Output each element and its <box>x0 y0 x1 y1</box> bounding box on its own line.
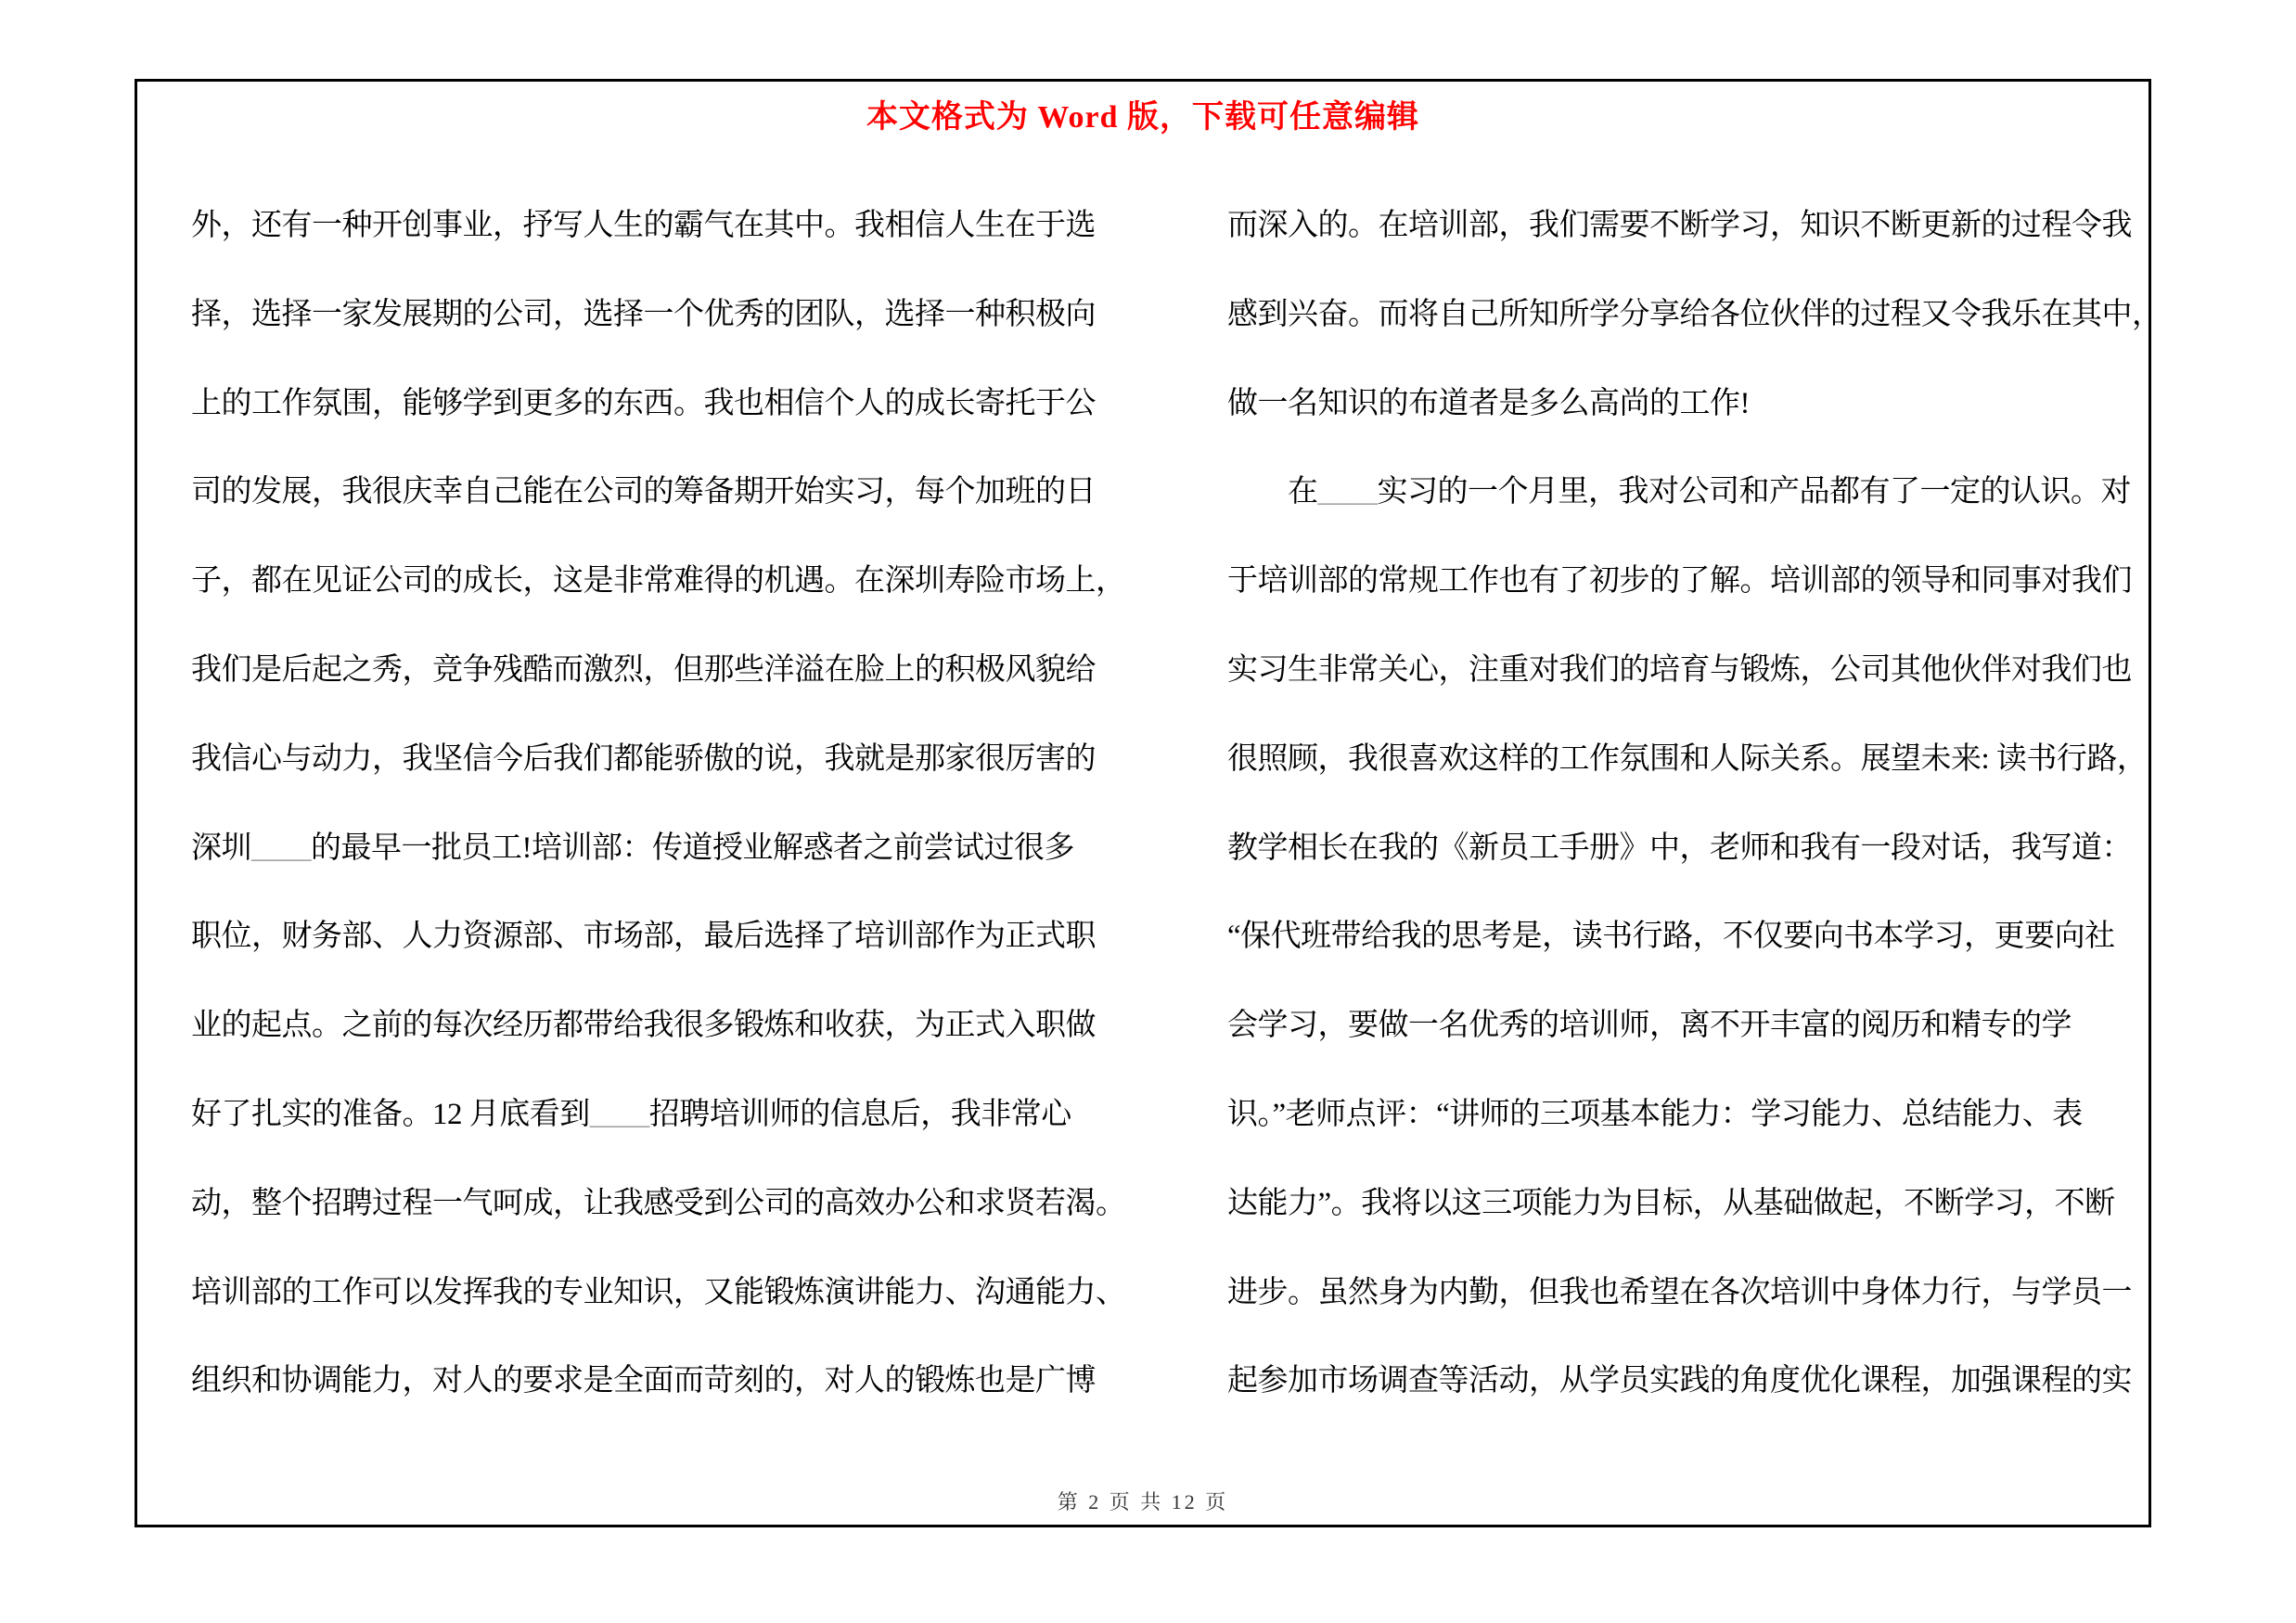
text-line: 在____实习的一个月里，我对公司和产品都有了一定的认识。对 <box>1227 475 2131 509</box>
text-line: 会学习，要做一名优秀的培训师，离不开丰富的阅历和精专的学 <box>1227 1009 2072 1043</box>
text-line: 起参加市场调查等活动，从学员实践的角度优化课程，加强课程的实 <box>1227 1364 2132 1398</box>
text-line: 职位，财务部、人力资源部、市场部，最后选择了培训部作为正式职 <box>191 920 1096 954</box>
text-line: 做一名知识的布道者是多么高尚的工作! <box>1227 386 1750 420</box>
text-line: 子，都在见证公司的成长，这是非常难得的机遇。在深圳寿险市场上， <box>191 564 1126 599</box>
text-line: 我信心与动力，我坚信今后我们都能骄傲的说，我就是那家很厉害的 <box>191 741 1096 776</box>
text-line: 择，选择一家发展期的公司，选择一个优秀的团队，选择一种积极向 <box>191 297 1096 331</box>
text-line: 深圳____的最早一批员工!培训部：传道授业解惑者之前尝试过很多 <box>191 831 1074 865</box>
text-line: 教学相长在我的《新员工手册》中，老师和我有一段对话，我写道： <box>1227 831 2132 865</box>
text-line: 动，整个招聘过程一气呵成，让我感受到公司的高效办公和求贤若渴。 <box>191 1186 1126 1220</box>
fill-in-blank: ____ <box>251 831 311 865</box>
text-line: 我们是后起之秀，竞争残酷而激烈，但那些洋溢在脸上的积极风貌给 <box>191 652 1096 687</box>
text-line: 很照顾，我很喜欢这样的工作氛围和人际关系。展望未来: 读书行路， <box>1227 741 2148 776</box>
format-notice-banner: 本文格式为 Word 版，下载可任意编辑 <box>866 100 1420 135</box>
right-text-column <box>1227 182 2162 1426</box>
text-line: 培训部的工作可以发挥我的专业知识，又能锻炼演讲能力、沟通能力、 <box>191 1275 1126 1309</box>
text-line: 于培训部的常规工作也有了初步的了解。培训部的领导和同事对我们 <box>1227 564 2132 599</box>
text-line: 外，还有一种开创事业，抒写人生的霸气在其中。我相信人生在于选 <box>191 209 1096 242</box>
text-line: 达能力”。我将以这三项能力为目标，从基础做起，不断学习，不断 <box>1227 1186 2115 1220</box>
left-text-column <box>191 182 1126 1426</box>
text-line: 而深入的。在培训部，我们需要不断学习，知识不断更新的过程令我 <box>1227 209 2132 242</box>
text-line: 司的发展，我很庆幸自己能在公司的筹备期开始实习，每个加班的日 <box>191 475 1096 509</box>
text-line: 进步。虽然身为内勤，但我也希望在各次培训中身体力行，与学员一 <box>1227 1275 2132 1309</box>
fill-in-blank: ____ <box>589 1097 649 1131</box>
fill-in-blank: ____ <box>1317 475 1378 509</box>
text-line: 上的工作氛围，能够学到更多的东西。我也相信个人的成长寄托于公 <box>191 386 1096 420</box>
text-line: 好了扎实的准备。12 月底看到____招聘培训师的信息后，我非常心 <box>191 1097 1071 1131</box>
text-line: 业的起点。之前的每次经历都带给我很多锻炼和收获，为正式入职做 <box>191 1009 1096 1043</box>
text-line: 实习生非常关心，注重对我们的培育与锻炼，公司其他伙伴对我们也 <box>1227 652 2132 687</box>
page-number-footer: 第 2 页 共 12 页 <box>1057 1490 1229 1514</box>
text-line: 识。”老师点评：“讲师的三项基本能力：学习能力、总结能力、表 <box>1227 1097 2083 1131</box>
text-line: “保代班带给我的思考是，读书行路，不仅要向书本学习，更要向社 <box>1227 920 2115 954</box>
text-line: 组织和协调能力，对人的要求是全面而苛刻的，对人的锻炼也是广博 <box>191 1364 1096 1398</box>
text-line: 感到兴奋。而将自己所知所学分享给各位伙伴的过程又令我乐在其中， <box>1227 297 2162 331</box>
word-document-page <box>135 79 2162 1527</box>
